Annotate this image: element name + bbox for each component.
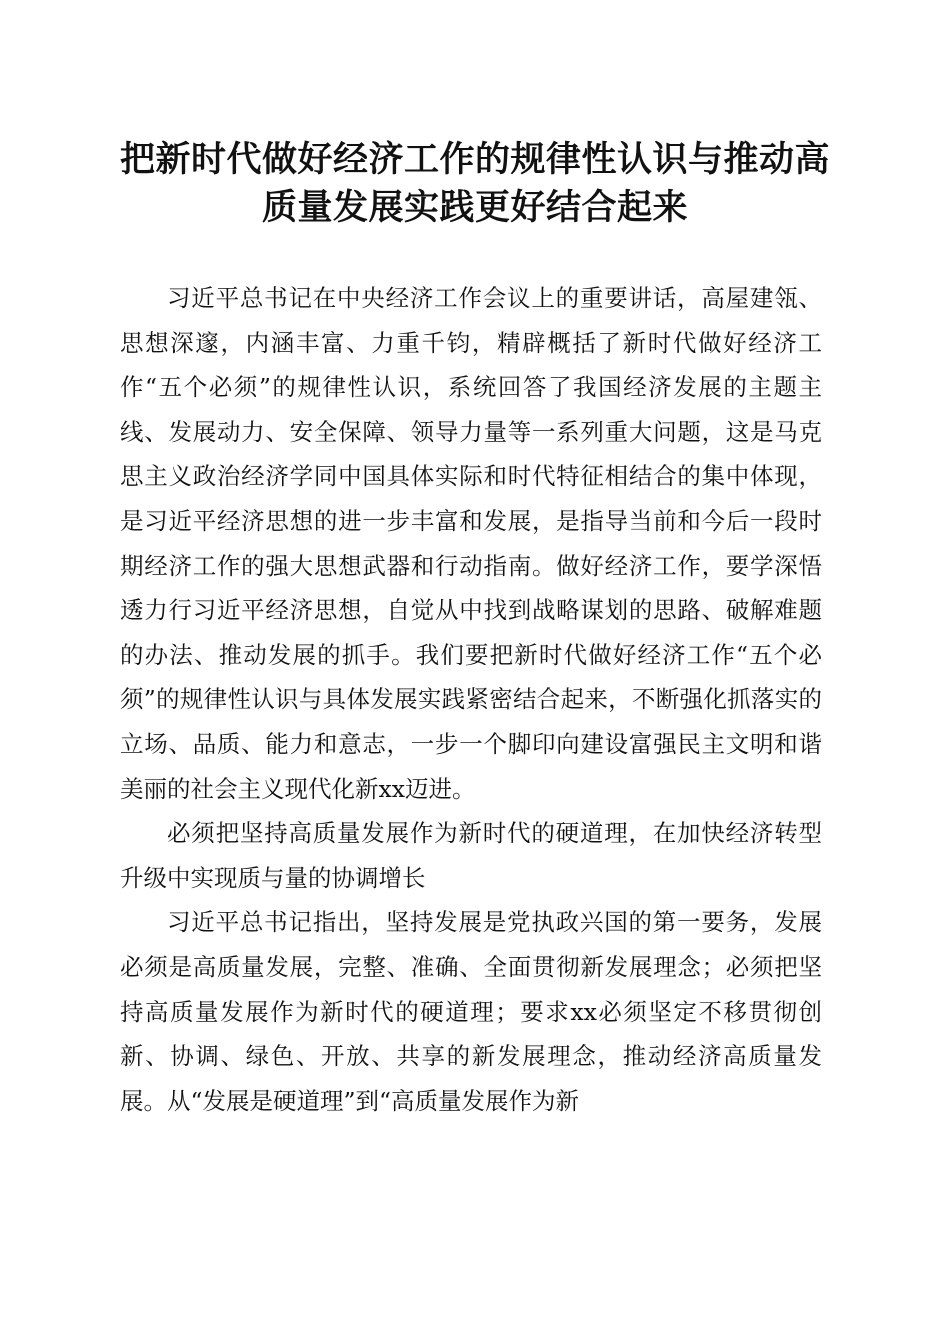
- paragraph-high-quality-development: 习近平总书记指出，坚持发展是党执政兴国的第一要务，发展必须是高质量发展，完整、准确、全面贯彻新发展理念；必须把坚持高质量发展作为新时代的硬道理；要求xx必须坚定不移贯彻创新、协调、绿色、开放、共享的新发展理念，推动经济高质量发展。从“发展是硬道理”到“高质量发展作为新: [120, 908, 822, 1115]
- section-heading-high-quality-development: 必须把坚持高质量发展作为新时代的硬道理，在加快经济转型升级中实现质与量的协调增长: [120, 819, 822, 892]
- document-body: [120, 276, 822, 1123]
- document-title: 把新时代做好经济工作的规律性认识与推动高质量发展实践更好结合起来: [119, 139, 830, 228]
- paragraph-intro: 习近平总书记在中央经济工作会议上的重要讲话，高屋建瓴、思想深邃，内涵丰富、力重千钧，精辟概括了新时代做好经济工作“五个必须”的规律性认识，系统回答了我国经济发展的主题主线、发展动力、安全保障、领导力量等一系列重大问题，这是马克思主义政治经济学同中国具体实际和时代特征相结合的集中体现，是习近平经济思想的进一步丰富和发展，是指导当前和今后一段时期经济工作的强大思想武器和行动指南。做好经济工作，要学深悟透力行习近平经济思想，自觉从中找到战略谋划的思路、破解难题的办法、推动发展的抓手。我们要把新时代做好经济工作“五个必须”的规律性认识与具体发展实践紧密结合起来，不断强化抓落实的立场、品质、能力和意志，一步一个脚印向建设富强民主文明和谐美丽的社会主义现代化新xx迈进。: [120, 284, 822, 803]
